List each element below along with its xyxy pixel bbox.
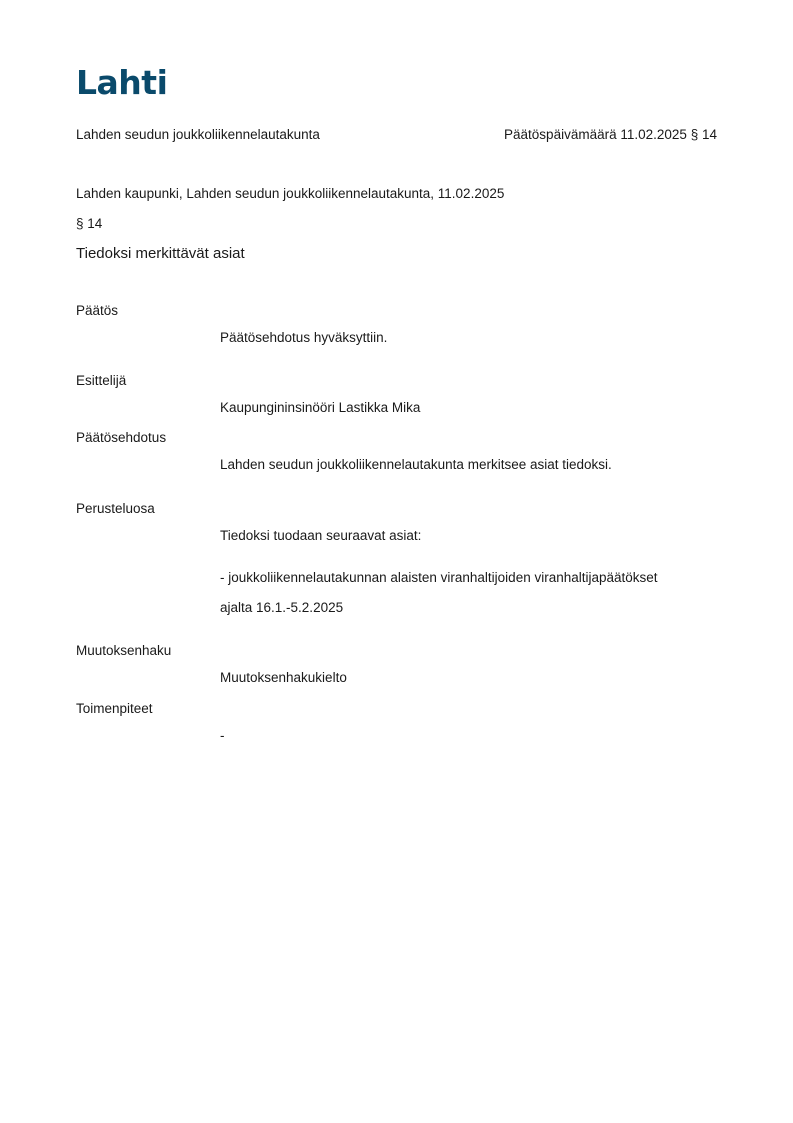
header-committee: Lahden seudun joukkoliikennelautakunta xyxy=(76,127,320,142)
appeal-label: Muutoksenhaku xyxy=(76,643,172,658)
decision-label: Päätös xyxy=(76,303,119,318)
rationale-line-2: - joukkoliikennelautakunnan alaisten viranhaltijoiden viranhaltijapäätökset xyxy=(220,570,658,585)
lahti-logo: Lahti xyxy=(76,63,168,102)
rationale-line-1: Tiedoksi tuodaan seuraavat asiat: xyxy=(220,528,422,543)
item-title: Tiedoksi merkittävät asiat xyxy=(76,245,245,262)
header-section: § 14 xyxy=(690,127,717,142)
appeal-text: Muutoksenhakukielto xyxy=(220,670,347,685)
header-decision-date: 11.02.2025 xyxy=(620,127,687,142)
actions-text: - xyxy=(220,728,225,743)
proposal-text: Lahden seudun joukkoliikennelautakunta merkitsee asiat tiedoksi. xyxy=(220,457,612,472)
meeting-line: Lahden kaupunki, Lahden seudun joukkoliikennelautakunta, 11.02.2025 xyxy=(76,186,505,201)
presenter-text: Kaupungininsinööri Lastikka Mika xyxy=(220,400,421,415)
decision-text: Päätösehdotus hyväksyttiin. xyxy=(220,330,388,345)
header-decision-info xyxy=(504,126,717,144)
rationale-line-3: ajalta 16.1.-5.2.2025 xyxy=(220,600,344,615)
section-number: § 14 xyxy=(76,216,103,231)
presenter-label: Esittelijä xyxy=(76,373,127,388)
actions-label: Toimenpiteet xyxy=(76,701,153,716)
proposal-label: Päätösehdotus xyxy=(76,430,167,445)
header-decision-date-label: Päätöspäivämäärä xyxy=(504,127,617,142)
rationale-label: Perusteluosa xyxy=(76,501,155,516)
